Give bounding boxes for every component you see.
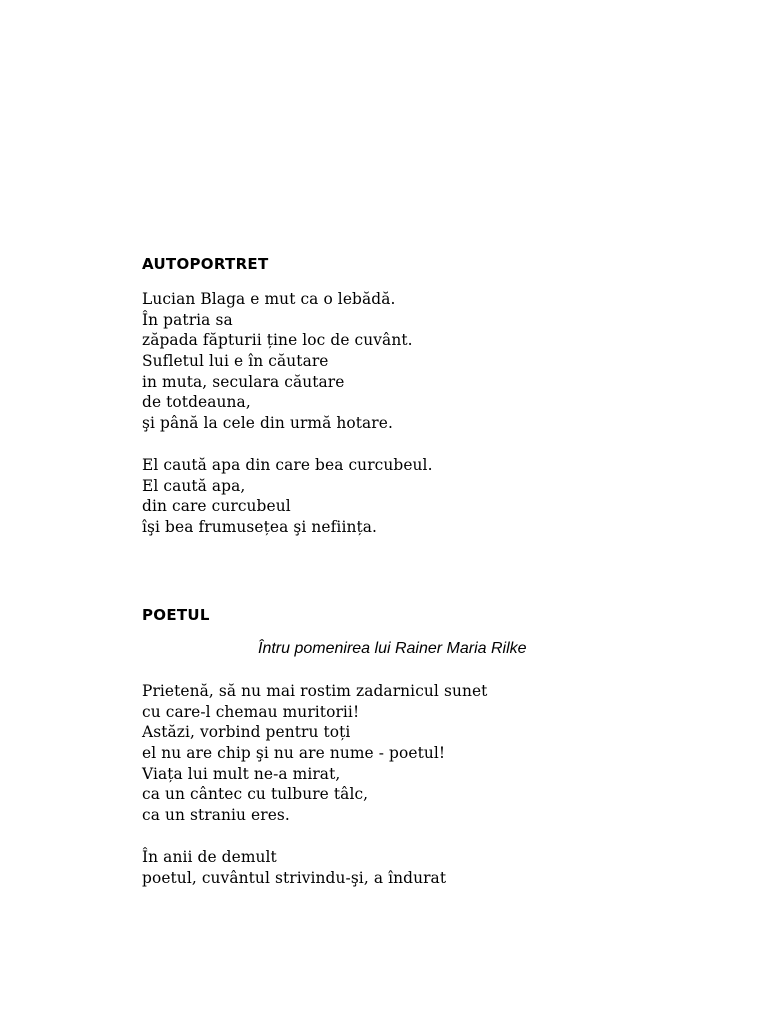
verse-line: de totdeauna, (142, 393, 251, 412)
poem-title: POETUL (142, 606, 210, 624)
verse-line: Sufletul lui e în căutare (142, 352, 329, 371)
verse-line: El caută apa din care bea curcubeul. (142, 456, 433, 474)
poem-stanza (142, 455, 433, 538)
verse-line: El caută apa, (142, 476, 246, 495)
poem-dedication: Întru pomenirea lui Rainer Maria Rilke (258, 640, 527, 657)
verse-line: ca un straniu eres. (142, 806, 290, 825)
verse-line: În anii de demult (142, 848, 277, 866)
verse-line: cu care-l chemau muritorii! (142, 702, 360, 721)
verse-line: şi până la cele din urmă hotare. (142, 414, 393, 433)
verse-line: ca un cântec cu tulbure tâlc, (142, 785, 369, 804)
verse-line: in muta, seculara căutare (142, 372, 345, 391)
verse-line: el nu are chip şi nu are nume - poetul! (142, 744, 446, 763)
poem-stanza (142, 289, 413, 434)
verse-line: Lucian Blaga e mut ca o lebădă. (142, 290, 396, 308)
poem-stanza (142, 681, 487, 826)
verse-line: În patria sa (142, 310, 233, 329)
verse-line: din care curcubeul (142, 497, 291, 516)
verse-line: îşi bea frumusețea şi neființa. (142, 518, 378, 537)
verse-line: Viața lui mult ne-a mirat, (142, 764, 341, 783)
poem-stanza (142, 847, 446, 888)
verse-line: poetul, cuvântul strivindu-şi, a îndurat (142, 868, 447, 887)
verse-line: Prietenă, să nu mai rostim zadarnicul sunet (142, 682, 488, 700)
verse-line: Astăzi, vorbind pentru toți (142, 723, 351, 742)
poem-title: AUTOPORTRET (142, 255, 269, 273)
verse-line: zăpada făpturii ține loc de cuvânt. (142, 331, 413, 350)
